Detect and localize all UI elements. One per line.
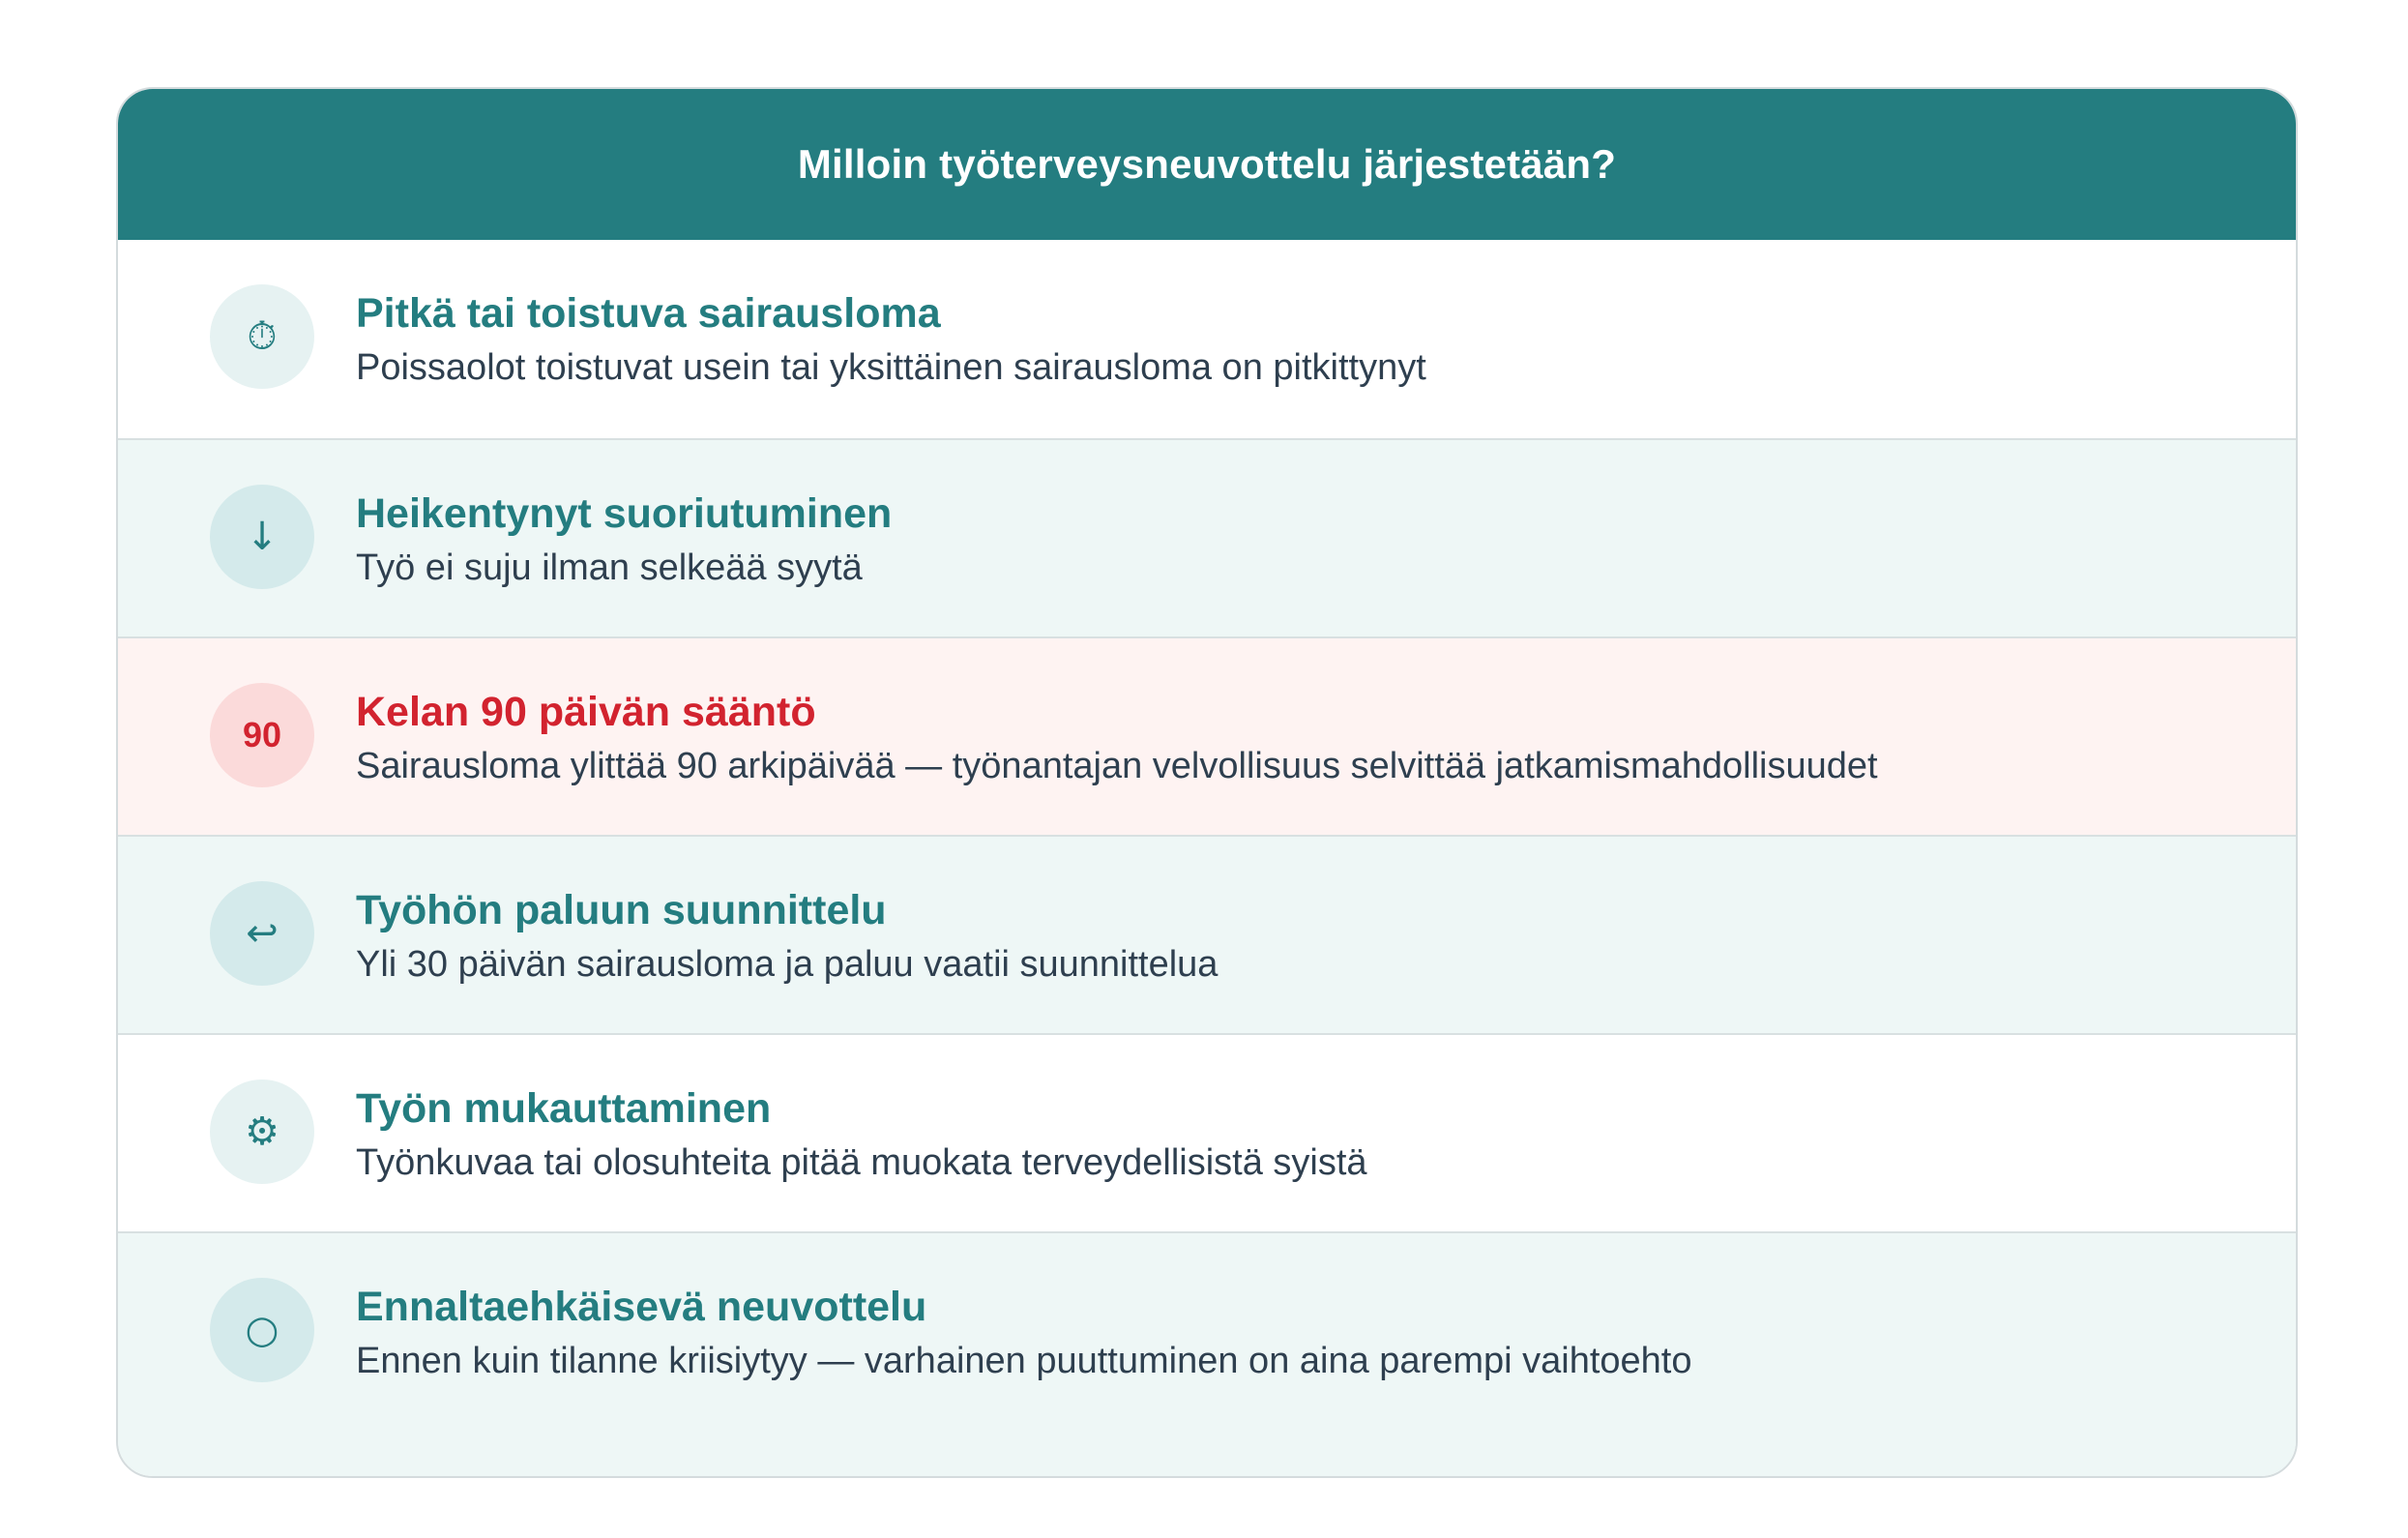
info-card <box>116 87 2298 1478</box>
list-item-description: Ennen kuin tilanne kriisiytyy — varhainen puuttuminen on aina parempi vaihtoehto <box>356 1341 1692 1381</box>
list-item-text <box>356 1282 1692 1386</box>
list-item-preventive <box>118 1231 2296 1478</box>
list-item-description: Työ ei suju ilman selkeää syytä <box>356 547 863 588</box>
list-item-title: Pitkä tai toistuva sairausloma <box>356 290 941 337</box>
arrow-down-icon: ↓ <box>210 485 314 589</box>
list-item-title: Heikentynyt suoriutuminen <box>356 490 893 537</box>
list-item-sick-leave <box>118 240 2296 438</box>
list-item-title: Työn mukauttaminen <box>356 1085 772 1132</box>
list-item-title: Kelan 90 päivän sääntö <box>356 689 816 735</box>
list-item-title: Ennaltaehkäisevä neuvottelu <box>356 1284 927 1330</box>
list-item-text <box>356 687 1878 791</box>
card-header <box>118 89 2296 240</box>
list-item-description: Yli 30 päivän sairausloma ja paluu vaatii suunnittelua <box>356 944 1219 985</box>
stopwatch-icon: ⏱ <box>210 284 314 389</box>
list-item-return-to-work <box>118 835 2296 1033</box>
ninety-days-badge: 90 <box>210 683 314 787</box>
page-title: Milloin työterveysneuvottelu järjestetään? <box>797 141 1617 187</box>
list-item-description: Poissaolot toistuvat usein tai yksittäinen sairausloma on pitkittynyt <box>356 347 1426 388</box>
list-item-description: Työnkuvaa tai olosuhteita pitää muokata terveydellisistä syistä <box>356 1142 1367 1183</box>
list-item-90-day-rule <box>118 636 2296 835</box>
return-arrow-icon: ↩ <box>210 881 314 986</box>
gear-icon: ⚙ <box>210 1080 314 1184</box>
list-item-description: Sairausloma ylittää 90 arkipäivää — työnantajan velvollisuus selvittää jatkamismahdollisuudet <box>356 746 1878 786</box>
list-item-performance <box>118 438 2296 636</box>
list-item-text <box>356 288 1426 393</box>
list-item-text <box>356 885 1218 990</box>
circle-icon: ○ <box>210 1278 314 1382</box>
list-item-text <box>356 488 892 593</box>
list-item-text <box>356 1083 1367 1188</box>
list-item-title: Työhön paluun suunnittelu <box>356 887 887 933</box>
list-item-work-adjustment <box>118 1033 2296 1231</box>
